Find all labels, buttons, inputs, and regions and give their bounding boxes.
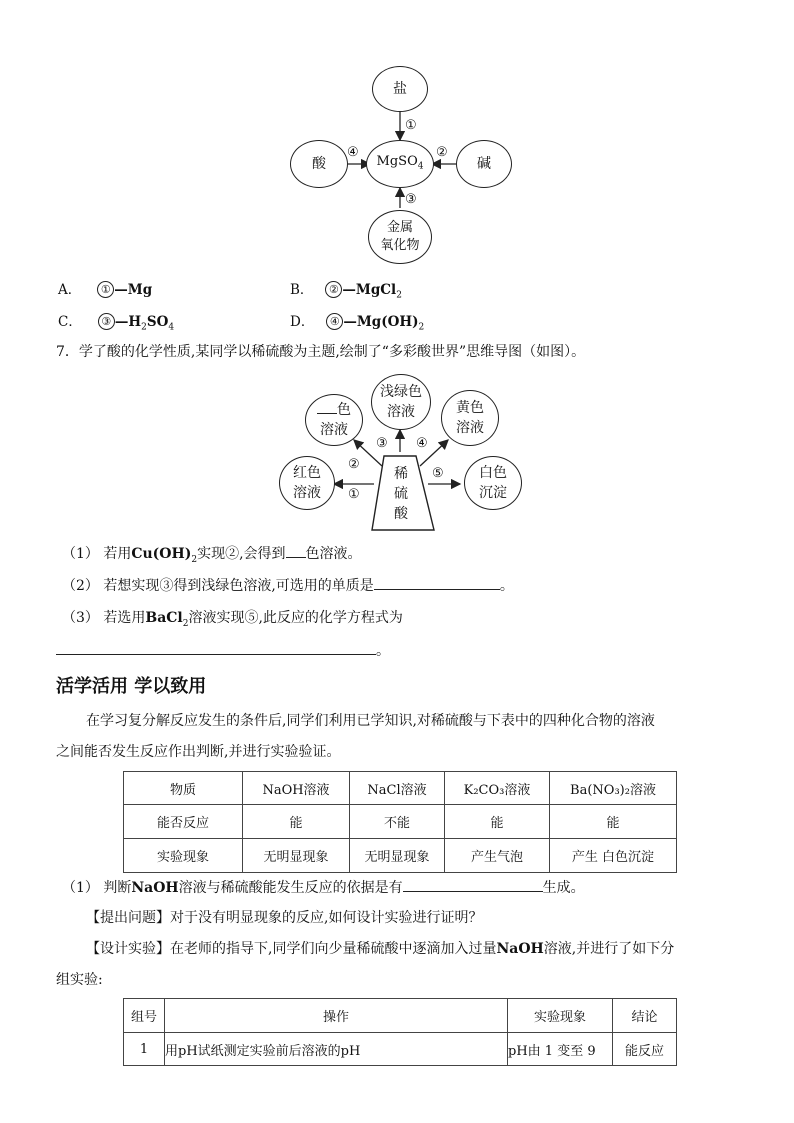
q7-part-1-blank[interactable] [286,557,306,558]
yellow-solution-node [441,390,499,446]
flask-label-2: 硫 [394,486,408,502]
acid-label: 酸 [312,156,326,172]
table1-cell: 不能 [350,805,445,839]
metal-oxide-node [368,210,432,264]
after-l1-c: 溶液与稀硫酸能发生反应的依据是有 [178,880,403,896]
d2-arrow-label-1: ① [348,487,360,502]
after-table-line1 [62,877,585,897]
mgso4-sub: 4 [417,161,424,172]
table2-header-conclusion: 结论 [613,999,677,1033]
q7-part-3 [62,607,403,629]
option-c [58,310,174,333]
d2-arrow-label-2: ② [348,457,360,472]
q7-part-2 [62,575,514,595]
question-7-stem: 7．学了酸的化学性质,某同学以稀硫酸为主题,绘制了“多彩酸世界”思维导图（如图）。 [56,344,586,360]
arrow-label-1: ① [405,118,417,133]
table2-header-phenomenon: 实验现象 [508,999,613,1033]
q7-part-1-c: 实现②,会得到 [197,546,286,562]
base-node [456,140,512,188]
option-a-text: —Mg [114,282,153,298]
arrow-label-2: ② [436,145,448,160]
table1-header-nacl: NaCl溶液 [350,772,445,805]
mgso4-text: MgSO [376,153,418,169]
light-green-node [371,374,431,430]
q7-part-2-a: （2） 若想实现③得到浅绿色溶液,可选用的单质是 [62,578,374,594]
light-green-line2: 溶液 [387,404,415,420]
option-a-prefix: A． [58,282,82,298]
q7-part-1 [62,543,362,565]
section-paragraph-line1: 在学习复分解反应发生的条件后,同学们利用已学知识,对稀硫酸与下表中的四种化合物的溶液 [86,713,655,729]
q7-part-2-blank[interactable] [374,589,500,590]
color-solution-line2: 溶液 [320,422,348,438]
table1-cell: 无明显现象 [243,839,350,873]
after-l1-d: 生成。 [542,880,585,896]
base-label: 碱 [477,156,491,172]
design-experiment-line2: 组实验: [56,972,103,988]
arrow-label-4: ④ [347,145,359,160]
yellow-line2: 溶液 [456,420,484,436]
option-c-text1: —H [114,314,142,330]
table1-cell: 能 [445,805,550,839]
q7-part-3-sub: 2 [182,618,189,629]
option-a [58,278,152,298]
section-title: 活学活用 学以致用 [56,676,207,697]
q7-part-3-c: 溶液实现⑤,此反应的化学方程式为 [188,610,403,626]
reaction-table-header [124,772,677,805]
light-green-line1: 浅绿色 [380,384,422,400]
option-b-prefix: B． [290,282,314,298]
red-line2: 溶液 [293,485,321,501]
option-d-text: —Mg(OH) [343,314,419,330]
table1-cell: 无明显现象 [350,839,445,873]
table1-header-bano3: Ba(NO₃)₂溶液 [550,772,677,805]
q7-part-3-end: 。 [376,643,390,659]
option-c-text2: SO [146,314,169,330]
q7-part-1-d: 色溶液。 [305,546,362,562]
option-c-sub1: 2 [141,322,147,333]
yellow-line1: 黄色 [456,400,484,416]
q7-part-1-sub: 2 [191,554,198,565]
after-l1-blank[interactable] [403,891,543,892]
option-d [290,310,424,333]
color-solution-word: 色 [337,402,351,418]
option-d-sub: 2 [418,322,425,333]
table2-cell: 1 [124,1033,165,1066]
color-solution-node [305,394,363,446]
option-c-prefix: C． [58,314,82,330]
reaction-table [123,771,677,873]
option-d-num: ④ [326,313,343,330]
red-line1: 红色 [293,465,321,481]
after-l1-a: （1） 判断 [62,880,132,896]
after-l1-formula: NaOH [131,880,179,896]
flask-label-3: 酸 [394,506,408,522]
option-c-num: ③ [98,313,115,330]
propose-question-line: 【提出问题】对于没有明显现象的反应,如何设计实验进行证明？ [86,910,483,926]
q7-part-3-formula: BaCl [145,610,183,626]
q7-part-3-answer-line [56,640,390,660]
option-b [290,278,402,301]
mgso4-node [366,140,434,188]
experiment-table [123,998,677,1066]
table-row [124,1033,677,1066]
table2-header-operation: 操作 [165,999,508,1033]
color-solution-line1 [317,400,351,420]
arrow-label-3: ③ [405,192,417,207]
salt-node [372,66,428,112]
d2-arrow-label-5: ⑤ [432,466,444,481]
table1-header-substance: 物质 [124,772,243,805]
design-l3-c: 溶液,并进行了如下分 [543,941,675,957]
table1-cell: 能 [550,805,677,839]
table1-header-naoh: NaOH溶液 [243,772,350,805]
table2-header-group: 组号 [124,999,165,1033]
experiment-table-header [124,999,677,1033]
flask-label [392,464,410,524]
q7-part-3-blank[interactable] [56,654,376,655]
design-l3-formula: NaOH [496,941,544,957]
white-line1: 白色 [479,465,507,481]
table2-cell: pH由 1 变至 9 [508,1033,613,1066]
white-line2: 沉淀 [479,485,507,501]
option-c-sub2: 4 [168,322,175,333]
section-paragraph-line2: 之间能否发生反应作出判断,并进行实验验证。 [56,744,341,760]
d2-arrow-label-3: ③ [376,436,388,451]
design-experiment-line [86,938,674,958]
flask-label-1: 稀 [394,466,408,482]
metal-oxide-label-1: 金属 [386,220,413,235]
q7-part-1-formula: Cu(OH) [131,546,192,562]
option-a-num: ① [97,281,114,298]
red-solution-node [279,456,335,510]
q7-part-1-a: （1） 若用 [62,546,132,562]
d2-arrow-label-4: ④ [416,436,428,451]
table-row [124,805,677,839]
design-l3-a: 【设计实验】在老师的指导下,同学们向少量稀硫酸中逐滴加入过量 [86,941,497,957]
table1-cell: 产生气泡 [445,839,550,873]
metal-oxide-label-2: 氧化物 [380,238,420,253]
option-b-text: —MgCl [342,282,397,298]
option-b-num: ② [325,281,342,298]
table1-header-k2co3: K₂CO₃溶液 [445,772,550,805]
option-d-prefix: D． [290,314,315,330]
mgso4-label [377,152,424,177]
acid-node [290,140,348,188]
table-row [124,839,677,873]
table1-cell: 产生 白色沉淀 [550,839,677,873]
table2-cell: 用pH试纸测定实验前后溶液的pH [165,1033,508,1066]
table1-cell: 能 [243,805,350,839]
q7-part-3-a: （3） 若选用 [62,610,146,626]
table1-cell: 实验现象 [124,839,243,873]
salt-label: 盐 [393,81,407,97]
q7-part-2-b: 。 [499,578,514,594]
option-b-sub: 2 [396,290,402,301]
white-precipitate-node [464,456,522,510]
table1-cell: 能否反应 [124,805,243,839]
color-blank [317,413,337,414]
table2-cell: 能反应 [613,1033,677,1066]
